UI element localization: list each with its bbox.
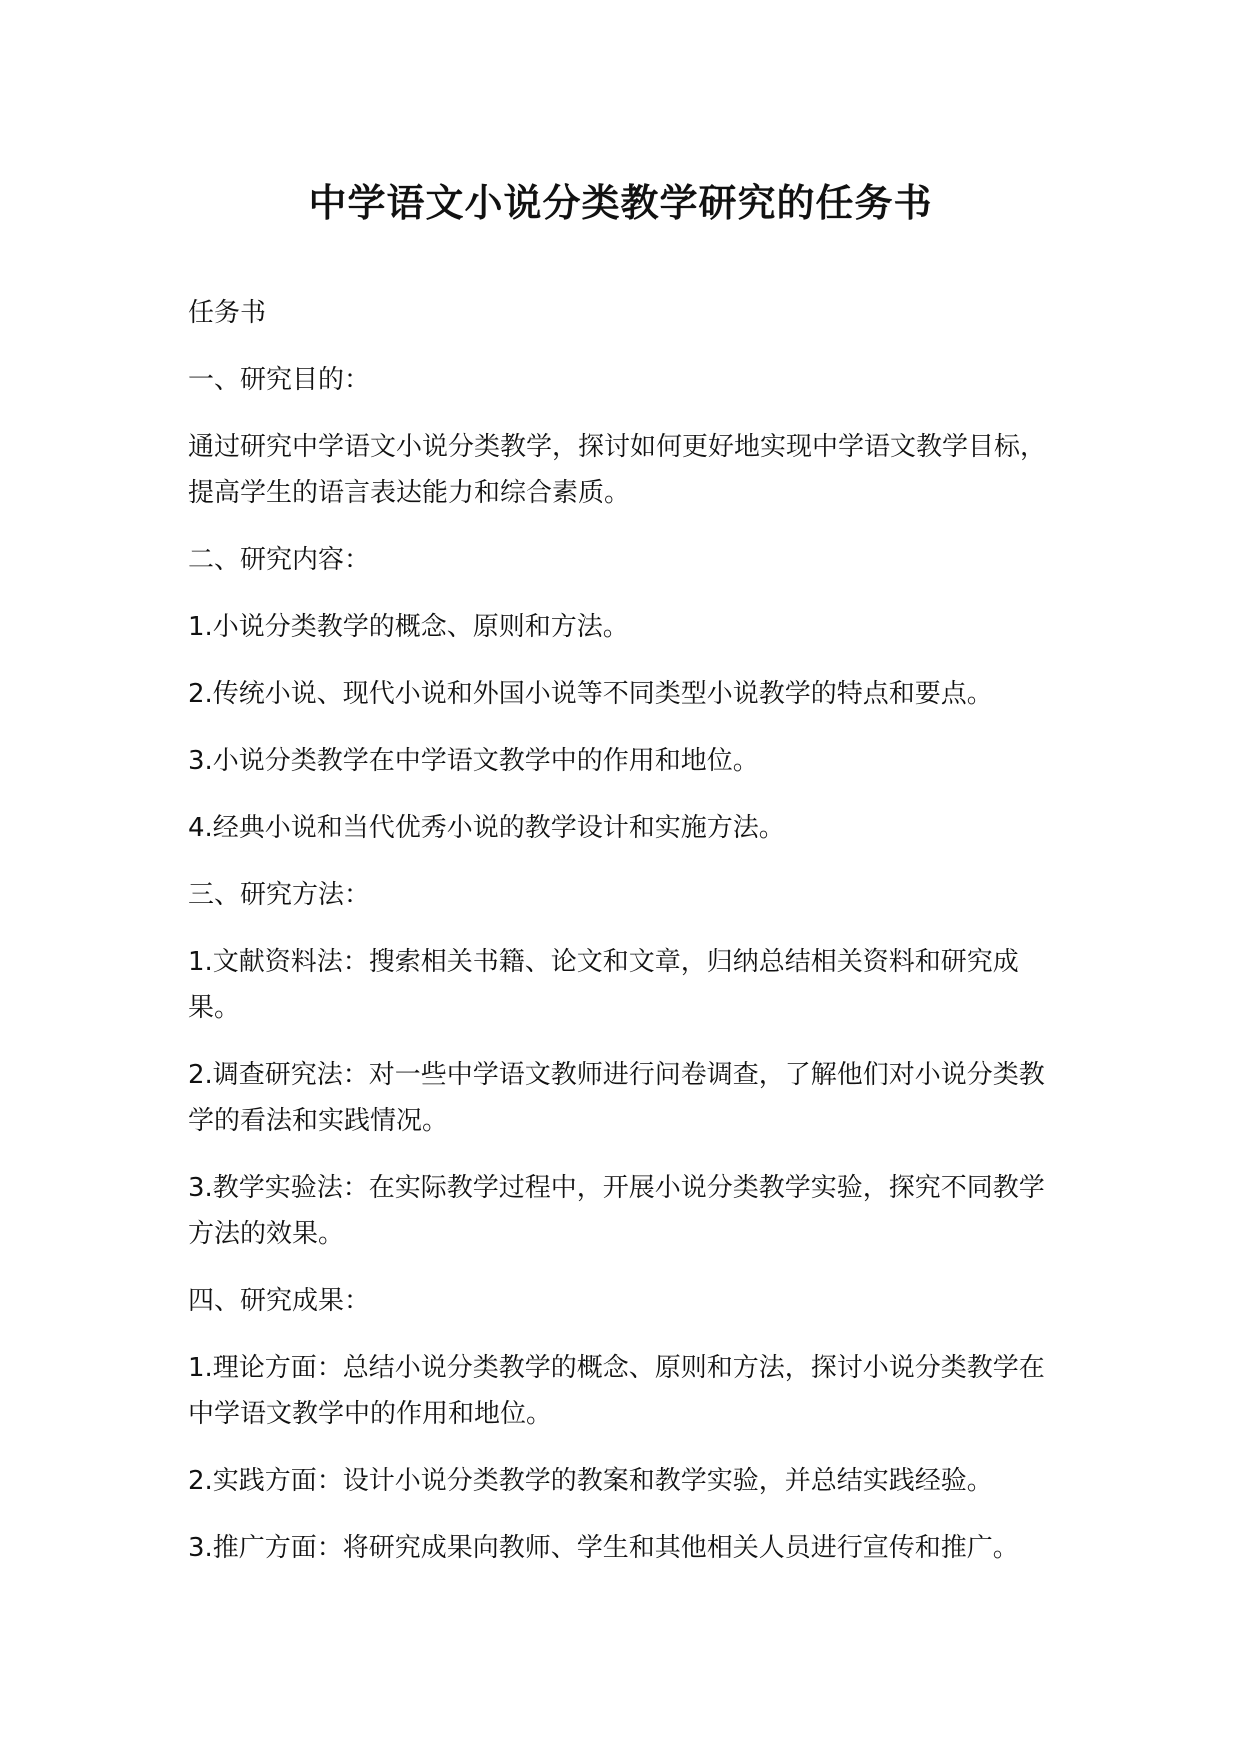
method-item: 2.调查研究法：对一些中学语文教师进行问卷调查，了解他们对小说分类教学的看法和实践情况。: [188, 1060, 1045, 1136]
document-title: 中学语文小说分类教学研究的任务书: [308, 181, 933, 225]
content-item: 3.小说分类教学在中学语文教学中的作用和地位。: [188, 746, 759, 776]
content-item: 4.经典小说和当代优秀小说的教学设计和实施方法。: [188, 813, 785, 843]
method-item: 1.文献资料法：搜索相关书籍、论文和文章，归纳总结相关资料和研究成果。: [188, 947, 1019, 1023]
document-body: [188, 290, 1058, 1592]
section-heading-content: 二、研究内容：: [188, 545, 371, 575]
section-heading-methods: 三、研究方法：: [188, 880, 371, 910]
result-item: 1.理论方面：总结小说分类教学的概念、原则和方法，探讨小说分类教学在中学语文教学中的作用和地位。: [188, 1353, 1045, 1429]
purpose-paragraph: 通过研究中学语文小说分类教学，探讨如何更好地实现中学语文教学目标，提高学生的语言表达能力和综合素质。: [188, 432, 1047, 508]
doc-label: 任务书: [188, 298, 267, 328]
section-heading-results: 四、研究成果：: [188, 1286, 371, 1316]
section-heading-purpose: 一、研究目的：: [188, 365, 371, 395]
content-item: 1.小说分类教学的概念、原则和方法。: [188, 612, 629, 642]
content-item: 2.传统小说、现代小说和外国小说等不同类型小说教学的特点和要点。: [188, 679, 993, 709]
result-item: 3.推广方面：将研究成果向教师、学生和其他相关人员进行宣传和推广。: [188, 1533, 1019, 1563]
method-item: 3.教学实验法：在实际教学过程中，开展小说分类教学实验，探究不同教学方法的效果。: [188, 1173, 1045, 1249]
result-item: 2.实践方面：设计小说分类教学的教案和教学实验，并总结实践经验。: [188, 1466, 993, 1496]
